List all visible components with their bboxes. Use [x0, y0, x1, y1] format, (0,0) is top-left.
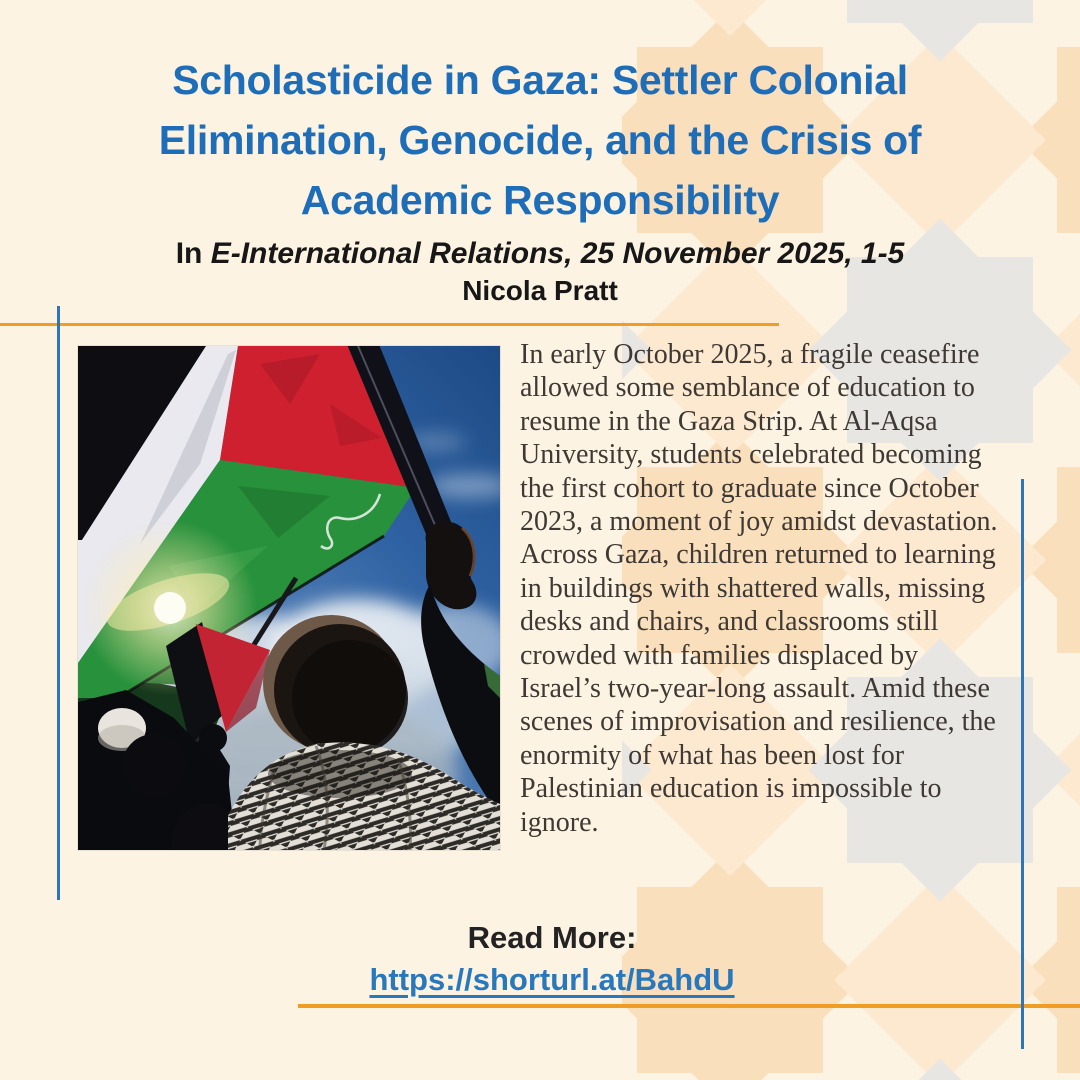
- header: [0, 50, 1080, 309]
- title-line-3: Academic Responsibility: [300, 177, 780, 223]
- read-more-link[interactable]: https://shorturl.at/BahdU: [369, 962, 735, 997]
- page-title: [0, 50, 1080, 230]
- title-line-1: Scholasticide in Gaza: Settler Colonial: [172, 57, 908, 103]
- citation-source: E-International Relations, 25 November 2025, 1-5: [210, 237, 905, 270]
- divider-left-blue: [57, 306, 60, 900]
- flags-photo: [78, 346, 500, 850]
- divider-right-blue: [1021, 479, 1024, 1049]
- read-more-label: Read More:: [467, 920, 637, 955]
- abstract-paragraph: In early October 2025, a fragile ceasefire allowed some semblance of education to resume in the Gaza Strip. At Al-Aqsa University, students celebrated becoming the first cohort to graduate since October 2023, a moment of joy amidst devastation. Across Gaza, children returned to learning in buildings with shattered walls, missing desks and chairs, and classrooms still crowded with families displaced by Israel’s two-year-long assault. Amid these scenes of improvisation and resilience, the enormity of what has been lost for Palestinian education is impossible to ignore.: [520, 339, 998, 838]
- citation: [0, 236, 1080, 272]
- citation-prefix: In: [175, 237, 203, 270]
- author-name: Nicola Pratt: [462, 275, 618, 306]
- divider-top-orange: [0, 323, 779, 326]
- divider-bottom-orange: [298, 1004, 1080, 1008]
- title-line-2: Elimination, Genocide, and the Crisis of: [158, 117, 922, 163]
- read-more-section: [292, 918, 812, 1000]
